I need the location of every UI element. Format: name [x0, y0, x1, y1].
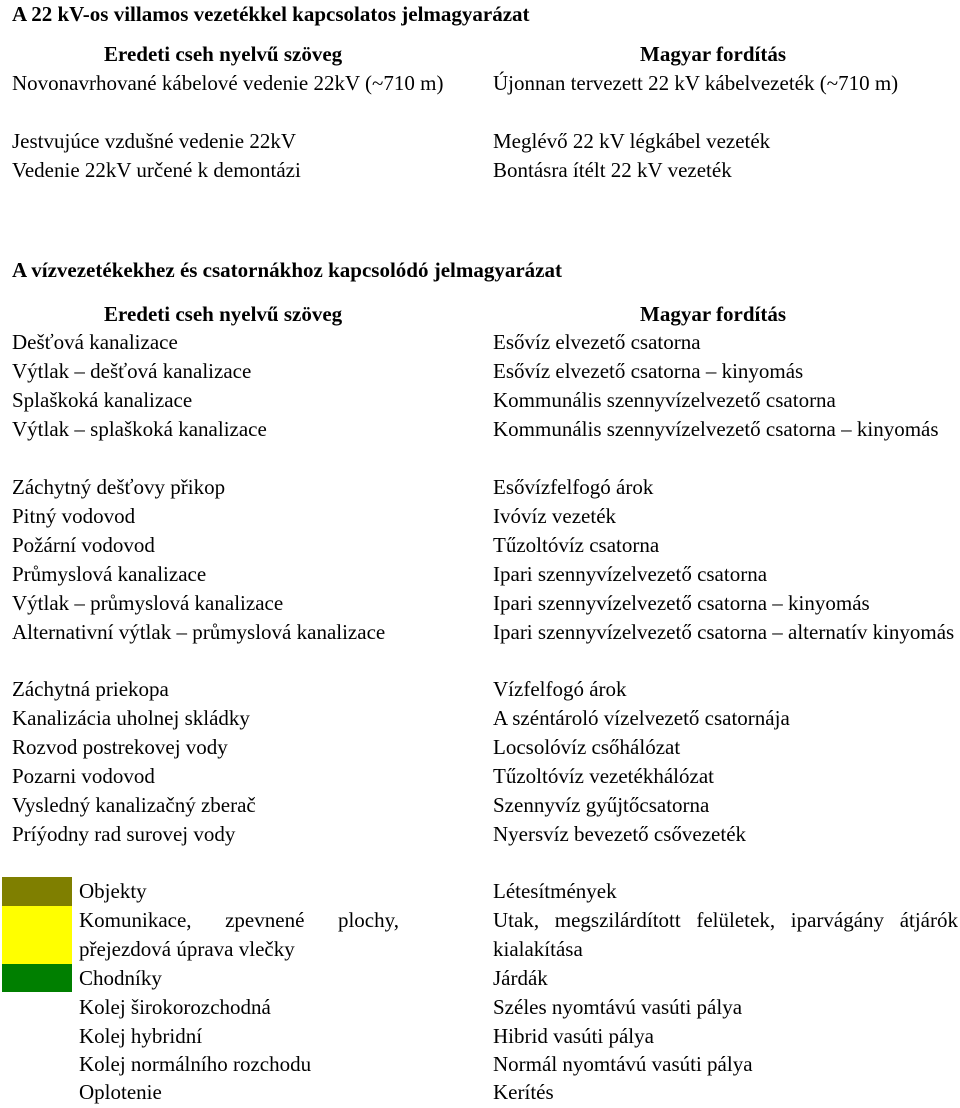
hungarian-text: Újonnan tervezett 22 kV kábelvezeték (~710 m)	[493, 71, 899, 95]
section2-row	[0, 415, 960, 473]
czech-text: Pitný vodovod	[12, 504, 136, 528]
czech-text: Výtlak – dešťová kanalizace	[12, 359, 252, 383]
section2-head-hungarian: Magyar fordítás	[640, 302, 787, 326]
czech-text: Kolej normálního rozchodu	[79, 1052, 312, 1076]
section1-row	[0, 69, 960, 127]
czech-text: Oplotenie	[79, 1080, 162, 1104]
hungarian-text: Ipari szennyvízelvezető csatorna – kinyomás	[493, 591, 870, 615]
section2-row	[0, 791, 960, 820]
hungarian-text: Ipari szennyvízelvezető csatorna – alternatív kinyomás	[493, 620, 955, 644]
section2-row	[0, 589, 960, 618]
section2-row	[0, 386, 960, 415]
czech-text: Objekty	[79, 879, 147, 903]
legend-row	[0, 1022, 960, 1051]
czech-text: Splaškoká kanalizace	[12, 388, 193, 412]
section2-row	[0, 820, 960, 849]
hungarian-text: Vízfelfogó árok	[493, 677, 627, 701]
section2-row	[0, 704, 960, 733]
section2-row	[0, 560, 960, 589]
czech-text: Kolej širokorozchodná	[79, 995, 271, 1019]
legend-row	[0, 1078, 960, 1107]
section1-head-hungarian: Magyar fordítás	[640, 42, 787, 66]
section2-row	[0, 531, 960, 560]
czech-text: Průmyslová kanalizace	[12, 562, 207, 586]
hungarian-text: Esővíz elvezető csatorna	[493, 330, 701, 354]
czech-text: Alternativní výtlak – průmyslová kanalizace	[12, 620, 386, 644]
czech-text: Záchytná priekopa	[12, 677, 169, 701]
hungarian-text: Tűzoltóvíz csatorna	[493, 533, 660, 557]
czech-text: Výtlak – splaškoká kanalizace	[12, 417, 267, 441]
hungarian-text: Ipari szennyvízelvezető csatorna	[493, 562, 768, 586]
czech-text: Príýodny rad surovej vody	[12, 822, 236, 846]
czech-text: Kanalizácia uholnej skládky	[12, 706, 250, 730]
hungarian-text: Széles nyomtávú vasúti pálya	[493, 995, 743, 1019]
section2-row	[0, 618, 960, 676]
section2-row	[0, 357, 960, 386]
czech-text: Výtlak – průmyslová kanalizace	[12, 591, 284, 615]
hungarian-text: Utak, megszilárdított felületek, iparvágány átjárók kialakítása	[493, 908, 958, 961]
section1-head-czech: Eredeti cseh nyelvű szöveg	[104, 42, 343, 66]
legend-row	[0, 1050, 960, 1079]
hungarian-text: Tűzoltóvíz vezetékhálózat	[493, 764, 714, 788]
czech-text: Požární vodovod	[12, 533, 155, 557]
legend-row	[0, 906, 960, 964]
section1-row	[0, 127, 960, 156]
hungarian-text: Esővízfelfogó árok	[493, 475, 654, 499]
section2-row	[0, 733, 960, 762]
section1-title: A 22 kV-os villamos vezetékkel kapcsolatos jelmagyarázat	[12, 2, 530, 26]
hungarian-text: Kommunális szennyvízelvezető csatorna – kinyomás	[493, 417, 939, 441]
czech-text: Novonavrhované kábelové vedenie 22kV (~710 m)	[12, 71, 444, 95]
czech-text: Rozvod postrekovej vody	[12, 735, 228, 759]
hungarian-text: Locsolóvíz csőhálózat	[493, 735, 681, 759]
hungarian-text: Normál nyomtávú vasúti pálya	[493, 1052, 753, 1076]
section2-head-czech: Eredeti cseh nyelvű szöveg	[104, 302, 343, 326]
hungarian-text: Szennyvíz gyűjtőcsatorna	[493, 793, 710, 817]
section2-row	[0, 675, 960, 704]
hungarian-text: Létesítmények	[493, 879, 617, 903]
hungarian-text: Meglévő 22 kV légkábel vezeték	[493, 129, 771, 153]
czech-text: Chodníky	[79, 966, 162, 990]
czech-text: Kolej hybridní	[79, 1024, 203, 1048]
hungarian-text: A széntároló vízelvezető csatornája	[493, 706, 790, 730]
hungarian-text: Járdák	[493, 966, 548, 990]
legend-row	[0, 993, 960, 1022]
czech-text: Pozarni vodovod	[12, 764, 155, 788]
legend-row	[0, 877, 960, 906]
section2-row	[0, 328, 960, 357]
czech-text: Vedenie 22kV určené k demontázi	[12, 158, 301, 182]
hungarian-text: Kerítés	[493, 1080, 554, 1104]
section2-title: A vízvezetékekhez és csatornákhoz kapcsolódó jelmagyarázat	[12, 258, 562, 282]
section2-row	[0, 473, 960, 502]
czech-text: Vysledný kanalizačný zberač	[12, 793, 256, 817]
section1-row	[0, 156, 960, 185]
legend-row	[0, 964, 960, 993]
section2-row	[0, 502, 960, 531]
hungarian-text: Bontásra ítélt 22 kV vezeték	[493, 158, 732, 182]
czech-text: Záchytný dešťovy přikop	[12, 475, 226, 499]
czech-text: Komunikace, zpevnené plochy, přejezdová úprava vlečky	[79, 908, 399, 961]
hungarian-text: Nyersvíz bevezető csővezeték	[493, 822, 747, 846]
czech-text: Jestvujúce vzdušné vedenie 22kV	[12, 129, 297, 153]
czech-text: Dešťová kanalizace	[12, 330, 178, 354]
section2-row	[0, 762, 960, 791]
hungarian-text: Ivóvíz vezeték	[493, 504, 617, 528]
hungarian-text: Hibrid vasúti pálya	[493, 1024, 654, 1048]
hungarian-text: Kommunális szennyvízelvezető csatorna	[493, 388, 836, 412]
hungarian-text: Esővíz elvezető csatorna – kinyomás	[493, 359, 804, 383]
